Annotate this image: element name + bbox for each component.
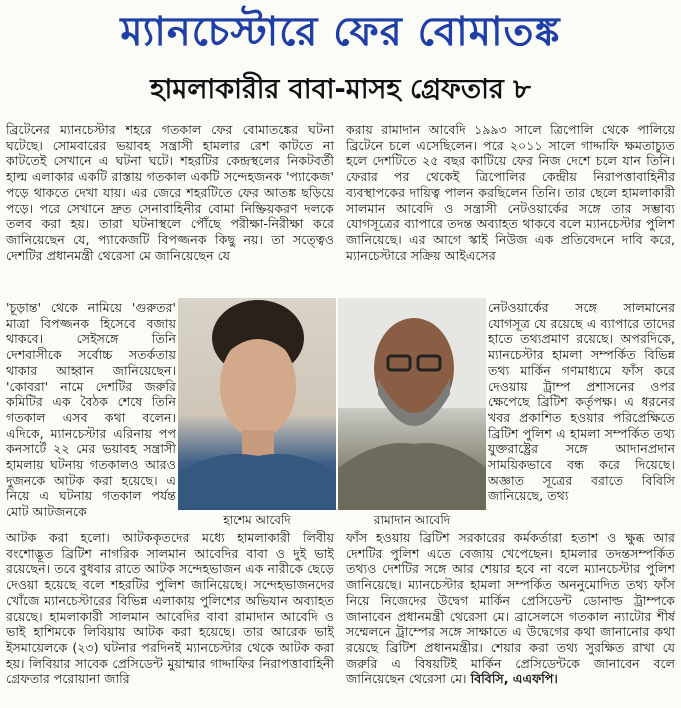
news-credit: বিবিসি, এএফপি। xyxy=(470,671,558,687)
article-text: নেটওয়ার্কের সঙ্গে সালমানের যোগসূত্র যে রয়েছে এ ব্যাপারে তাদের হাতে তথ্যপ্রমাণ রয়েছে। অপরদিকে, ম্যানচেস্টার হামলা সম্পর্কিত বিভিন্ন তথ্য মার্কিন গণমাধ্যমে ফাঁস করে দেওয়ায় ট্রাম্প প্রশাসনের ওপর ক্ষেপেছে ব্রিটিশ কর্তৃপক্ষ। এ ধরনের খবর প্রকাশিত হওয়ার পরিপ্রেক্ষিতে ব্রিটিশ পুলিশ এ হামলা সম্পর্কিত তথ্য যুক্তরাষ্ট্রের সঙ্গে আদানপ্রদান সাময়িকভাবে বন্ধ করে দিয়েছে। অজ্ঞাত সূত্রের বরাতে বিবিসি জানিয়েছে, তথ্য xyxy=(488,300,675,504)
photo-hashem-abedi xyxy=(178,298,336,510)
headline: ম্যানচেস্টারে ফের বোমাতঙ্ক xyxy=(120,9,561,55)
photo-caption-right: রামাদান আবেদি xyxy=(338,510,486,530)
article-text-end xyxy=(346,530,675,702)
article-text: 'চূড়ান্ত' থেকে নামিয়ে 'গুরুতর' মাত্রা বিপজ্জনক হিসেবে বজায় থাকবে। সেইসঙ্গে তিনি দেশবাসীকে সর্বোচ্চ সতর্কতায় থাকার আহ্বান জানিয়েছেন। 'কোবরা' নামে দেশটির জরুরি কমিটির এক বৈঠক শেষে তিনি গতকাল এসব কথা বলেন। এদিকে, ম্যানচেস্টার এরিনায় পপ কনসার্টে ২২ মের ভয়াবহ সন্ত্রাসী হামলায় ঘটনায় গতকালও আরও দুজনকে আটক করা হয়েছে। এ নিয়ে এ ঘটনায় গতকাল পর্যন্ত মোট আটজনকে xyxy=(6,300,176,520)
portrait-bearded-man xyxy=(338,298,486,510)
article-columns-bottom xyxy=(6,530,675,702)
photo-caption-left: হাশেম আবেদি xyxy=(178,510,336,530)
article-column-right-mid xyxy=(488,300,675,522)
article-text: করায় রামাদান আবেদি ১৯৯৩ সালে ত্রিপোলি থেকে পালিয়ে ব্রিটেনে চলে এসেছিলেন। পরে ২০১১ সালে গাদ্দাফি ক্ষমতাচ্যুত হলে দেশটিতে ২৫ বছর কাটিয়ে ফের নিজ দেশে চলে যান তিনি। ফেরার পর থেকেই ত্রিপোলির কেন্দ্রীয় নিরাপত্তাবাহিনীর ব্যবস্থাপকের দায়িত্ব পালন করছিলেন তিনি। তার ছেলে হামলাকারী সালমান আবেদি ও সন্ত্রাসী নেটওয়ার্কের সঙ্গে তার সম্ভাব্য যোগসূত্রের ব্যাপারে তদন্ত অব্যাহত থাকবে বলে ম্যানচেস্টার পুলিশ জানিয়েছে। এর আগে স্কাই নিউজ এক প্রতিবেদনে দাবি করে, ম্যানচেস্টারে সক্রিয় আইএসের xyxy=(346,122,675,263)
portrait-young-man xyxy=(178,298,336,510)
article-column-left-top xyxy=(6,122,334,300)
article-column-right-top xyxy=(346,122,675,300)
article-text: ব্রিটেনের ম্যানচেস্টার শহরে গতকাল ফের বোমাতঙ্কের ঘটনা ঘটেছে। সোমবারের ভয়াবহ সন্ত্রাসী হামলার রেশ কাটতে না কাটতেই সেখানে এ ঘটনা ঘটে। শহরটির কেন্দ্রস্থলের নিকটবর্তী হাল্ম এলাকার একটি রাস্তায় গতকাল একটি সন্দেহজনক 'প্যাকেজ' পড়ে থাকতে দেখা যায়। এর জেরে শহরটিতে ফের আতঙ্ক ছড়িয়ে পড়ে। পরে সেখানে দ্রুত সেনাবাহিনীর বোমা নিষ্ক্রিয়করণ দলকে তলব করা হয়। তারা ঘটনাস্থলে পৌঁছে পরীক্ষা-নিরীক্ষা করে জানিয়েছেন যে, প্যাকেজটি বিপজ্জনক কিছু নয়। তা সত্ত্বেও দেশটির প্রধানমন্ত্রী থেরেসা মে জানিয়েছেন যে xyxy=(6,122,334,263)
article-column-left-mid xyxy=(6,300,176,530)
article-text: আটক করা হলো। আটককৃতদের মধ্যে হামলাকারী লিবীয় বংশোদ্ভূত ব্রিটিশ নাগরিক সালমান আবেদির বাবা ও দুই ভাই রয়েছেন। তবে বুধবার রাতে আটক সন্দেহভাজন এক নারীকে ছেড়ে দেওয়া হয়েছে বলে শহরটির পুলিশ জানিয়েছে। সন্দেহভাজনদের খোঁজে ম্যানচেস্টারের বিভিন্ন এলাকায় পুলিশের অভিযান অব্যাহত রয়েছে। হামলাকারী সালমান আবেদির বাবা রামাদান আবেদি ও ভাই হাশিমকে লিবিয়ায় আটক করা হয়েছে। তার আরেক ভাই ইসমায়েলকে (২৩) ঘটনার পরদিনই ম্যানচেস্টার থেকে আটক করা হয়। লিবিয়ার সাবেক প্রেসিডেন্ট মুয়াম্মার গাদ্দাফির নিরাপত্তাবাহিনী গ্রেফতার পরোয়ানা জারি xyxy=(6,530,334,687)
article-text: ফাঁস হওয়ায় ব্রিটিশ সরকারের কর্মকর্তারা হতাশ ও ক্ষুব্ধ আর দেশটির পুলিশ এতে বেজায় খেপেছেন। হামলার তদন্তসম্পর্কিত তথ্যও দেশটির সঙ্গে আর শেয়ার হবে না বলে ম্যানচেস্টার পুলিশ জানিয়েছে। ম্যানচেস্টার হামলা সম্পর্কিত অননুমোদিত তথ্য ফাঁস নিয়ে নিজেদের উদ্বেগ মার্কিন প্রেসিডেন্ট ডোনাল্ড ট্রাম্পকে জানাবেন প্রধানমন্ত্রী থেরেসা মে। ব্রাসেলসে গতকাল ন্যাটোর শীর্ষ সম্মেলনে ট্রাম্পের সঙ্গে সাক্ষাতে এ উদ্বেগের কথা জানানোর কথা রয়েছে ব্রিটিশ প্রধানমন্ত্রীর। শেয়ার করা তথ্য সুরক্ষিত রাখা যে জরুরি এ বিষয়টিই মার্কিন প্রেসিডেন্টকে জানাবেন বলে জানিয়েছেন থেরেসা মে। xyxy=(346,530,675,687)
subheadline: হামলাকারীর বাবা-মাসহ গ্রেফতার ৮ xyxy=(150,74,531,105)
photo-ramadan-abedi xyxy=(338,298,486,510)
